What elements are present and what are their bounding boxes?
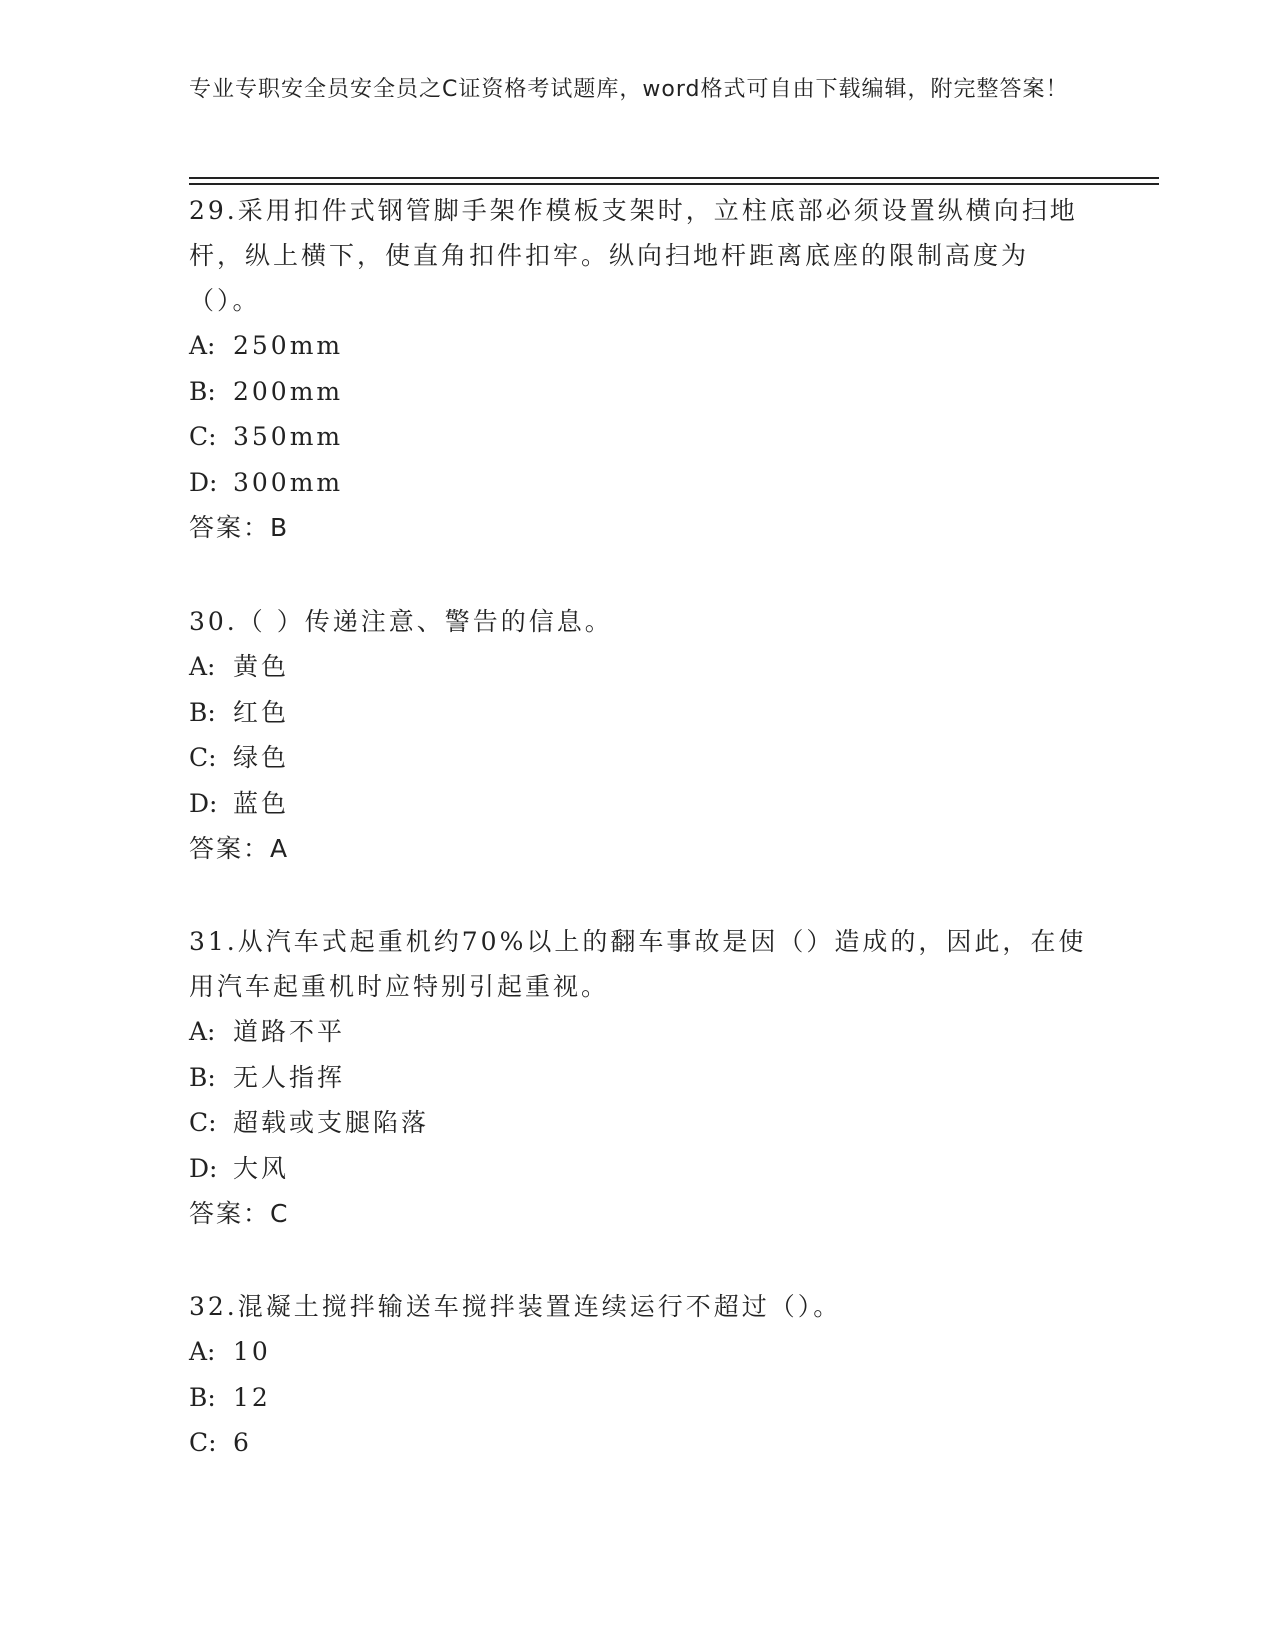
option-text: 绿色 xyxy=(233,743,290,772)
option-a xyxy=(189,1329,1089,1375)
option-text: 300mm xyxy=(233,467,344,497)
option-a xyxy=(189,644,1089,690)
option-text: 超载或支腿陷落 xyxy=(233,1108,430,1137)
option-text: 无人指挥 xyxy=(233,1062,346,1092)
option-d xyxy=(189,1146,1089,1192)
option-letter: D: xyxy=(189,467,218,497)
option-text: 6 xyxy=(233,1428,252,1457)
option-letter: C: xyxy=(189,1428,217,1457)
option-text: 10 xyxy=(233,1337,271,1366)
option-text: 350mm xyxy=(233,422,344,451)
question-32 xyxy=(189,1284,1089,1466)
option-letter: B: xyxy=(189,1382,216,1412)
option-c xyxy=(189,1420,1089,1466)
header-divider-line xyxy=(189,177,1159,179)
option-letter: A: xyxy=(189,652,216,681)
option-text: 大风 xyxy=(233,1153,290,1183)
option-letter: C: xyxy=(189,1108,217,1137)
option-letter: B: xyxy=(189,376,216,406)
option-b xyxy=(189,690,1089,736)
option-letter: A: xyxy=(189,1017,216,1046)
option-letter: D: xyxy=(189,788,218,818)
option-a xyxy=(189,1009,1089,1055)
answer-line: 答案：B xyxy=(189,513,290,542)
option-letter: B: xyxy=(189,697,216,727)
question-text: 31.从汽车式起重机约70%以上的翻车事故是因（）造成的，因此，在使用汽车起重机时应特别引起重视。 xyxy=(189,927,1087,1001)
answer-line: 答案：A xyxy=(189,834,290,863)
option-letter: C: xyxy=(189,422,217,451)
option-d xyxy=(189,781,1089,827)
option-b xyxy=(189,1055,1089,1101)
option-letter: C: xyxy=(189,743,217,772)
question-text: 32.混凝土搅拌输送车搅拌装置连续运行不超过（）。 xyxy=(189,1292,842,1321)
option-letter: B: xyxy=(189,1062,216,1092)
option-letter: A: xyxy=(189,331,216,360)
option-text: 黄色 xyxy=(233,652,290,681)
option-a xyxy=(189,323,1089,369)
option-c xyxy=(189,414,1089,460)
header-divider-line-2 xyxy=(189,183,1159,185)
option-b xyxy=(189,1375,1089,1421)
option-letter: D: xyxy=(189,1153,218,1183)
option-c xyxy=(189,735,1089,781)
option-b xyxy=(189,369,1089,415)
document-header: 专业专职安全员安全员之C证资格考试题库，word格式可自由下载编辑，附完整答案！ xyxy=(189,77,1069,102)
option-text: 12 xyxy=(233,1382,271,1412)
question-text: 30.（ ）传递注意、警告的信息。 xyxy=(189,607,613,636)
option-text: 200mm xyxy=(233,376,344,406)
question-30 xyxy=(189,599,1089,872)
question-text: 29.采用扣件式钢管脚手架作模板支架时，立柱底部必须设置纵横向扫地杆，纵上横下，使直角扣件扣牢。纵向扫地杆距离底座的限制高度为（）。 xyxy=(189,196,1078,315)
option-c xyxy=(189,1100,1089,1146)
option-text: 250mm xyxy=(233,331,344,360)
question-29 xyxy=(189,188,1089,551)
option-d xyxy=(189,460,1089,506)
option-text: 红色 xyxy=(233,697,290,727)
option-text: 道路不平 xyxy=(233,1017,346,1046)
question-31 xyxy=(189,919,1089,1237)
option-text: 蓝色 xyxy=(233,788,290,818)
option-letter: A: xyxy=(189,1337,216,1366)
answer-line: 答案：C xyxy=(189,1199,290,1228)
